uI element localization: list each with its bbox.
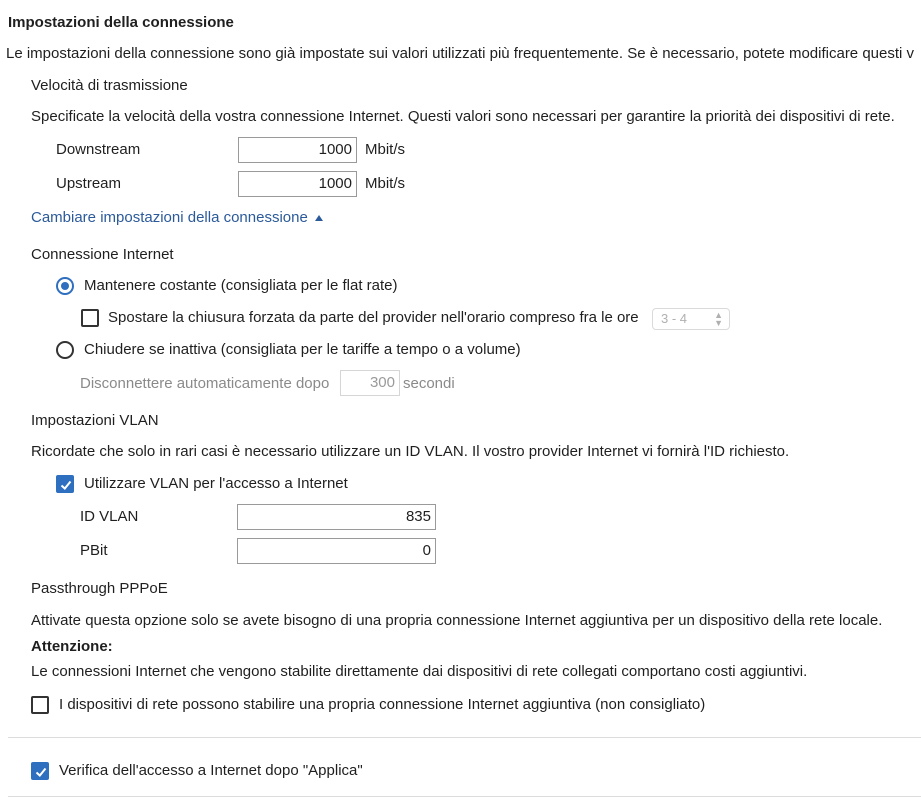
pbit-input[interactable]: 0 [237, 538, 436, 564]
pppoe-allow-checkbox[interactable] [31, 696, 49, 714]
hour-range-select[interactable] [652, 308, 730, 330]
upstream-input[interactable]: 1000 [238, 171, 357, 197]
vlan-id-input[interactable]: 835 [237, 504, 436, 530]
move-disconnect-label[interactable]: Spostare la chiusura forzata da parte del provider nell'orario compreso fra le ore [108, 309, 639, 326]
vlan-section-title: Impostazioni VLAN [31, 412, 159, 429]
bottom-divider [8, 796, 921, 797]
use-vlan-checkbox[interactable] [56, 475, 74, 493]
verify-access-label[interactable]: Verifica dell'accesso a Internet dopo "Applica" [59, 762, 363, 779]
change-connection-settings-link[interactable] [31, 208, 324, 228]
pbit-label: PBit [80, 542, 108, 559]
auto-disconnect-unit: secondi [403, 375, 455, 392]
speed-section-title: Velocità di trasmissione [31, 77, 188, 94]
move-disconnect-checkbox[interactable] [81, 309, 99, 327]
upstream-unit: Mbit/s [365, 175, 406, 192]
close-idle-label[interactable]: Chiudere se inattiva (consigliata per le tariffe a tempo o a volume) [84, 341, 521, 358]
triangle-up-icon [314, 214, 324, 222]
speed-description: Specificate la velocità della vostra connessione Internet. Questi valori sono necessari per garantire la priorità dei dispositivi di rete. [31, 108, 895, 125]
pppoe-description: Attivate questa opzione solo se avete bisogno di una propria connessione Internet aggiuntiva per un dispositivo della rete locale. [31, 612, 883, 629]
change-connection-settings-label: Cambiare impostazioni della connessione [31, 209, 308, 226]
auto-disconnect-input[interactable]: 300 [340, 370, 400, 396]
checkmark-icon [34, 765, 48, 779]
downstream-unit: Mbit/s [365, 141, 406, 158]
page-title: Impostazioni della connessione [8, 14, 234, 31]
chevron-updown-icon: ▲ ▼ [714, 310, 723, 328]
pppoe-section-title: Passthrough PPPoE [31, 580, 168, 597]
keep-constant-label[interactable]: Mantenere costante (consigliata per le flat rate) [84, 277, 398, 294]
verify-access-checkbox[interactable] [31, 762, 49, 780]
checkmark-icon [59, 478, 73, 492]
page-description: Le impostazioni della connessione sono già impostate sui valori utilizzati più frequentemente. Se è necessario, potete modificare questi v [6, 45, 915, 62]
vlan-description: Ricordate che solo in rari casi è necessario utilizzare un ID VLAN. Il vostro provider Internet vi fornirà l'ID richiesto. [31, 443, 790, 460]
hour-range-value: 3 - 4 [661, 311, 688, 326]
close-idle-radio[interactable] [56, 341, 74, 359]
vlan-id-label: ID VLAN [80, 508, 139, 525]
keep-constant-radio[interactable] [56, 277, 74, 295]
internet-connection-title: Connessione Internet [31, 246, 174, 263]
upstream-label: Upstream [56, 175, 122, 192]
use-vlan-label[interactable]: Utilizzare VLAN per l'accesso a Internet [84, 475, 348, 492]
auto-disconnect-label: Disconnettere automaticamente dopo [80, 375, 330, 392]
pppoe-warning-title: Attenzione: [31, 638, 113, 655]
downstream-input[interactable]: 1000 [238, 137, 357, 163]
downstream-label: Downstream [56, 141, 141, 158]
section-divider [8, 737, 921, 738]
pppoe-warning-text: Le connessioni Internet che vengono stabilite direttamente dai dispositivi di rete collegati comportano costi aggiuntivi. [31, 663, 808, 680]
pppoe-allow-label[interactable]: I dispositivi di rete possono stabilire una propria connessione Internet aggiuntiva (non consigliato) [59, 696, 706, 713]
